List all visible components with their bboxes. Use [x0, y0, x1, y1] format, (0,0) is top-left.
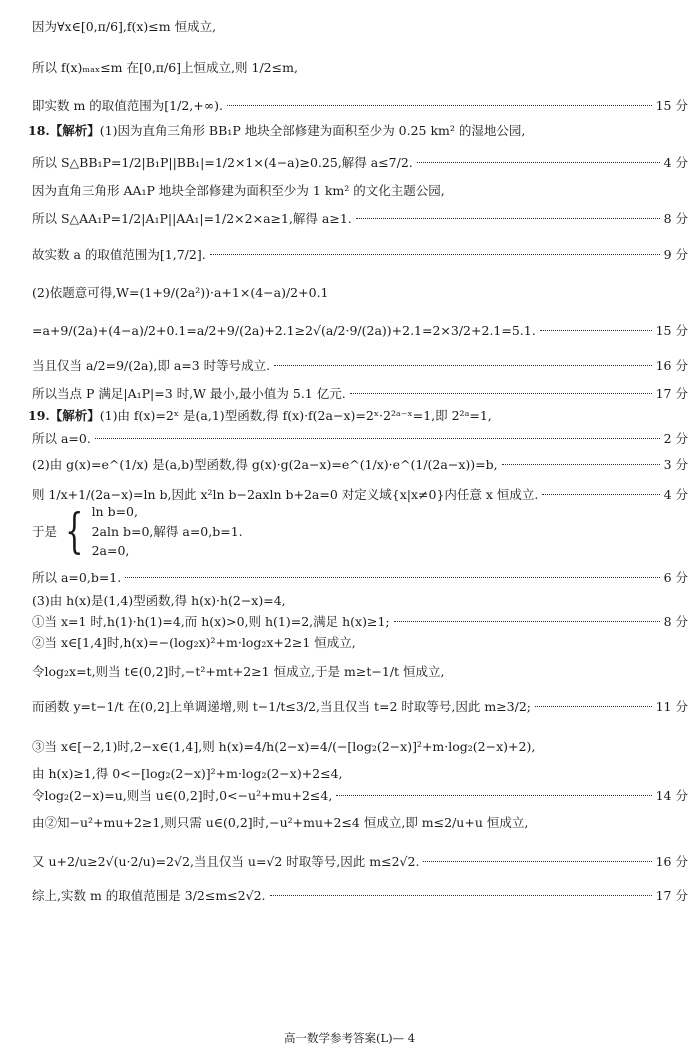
text-line: 由②知−u²+mu+2≥1,则只需 u∈(0,2]时,−u²+mu+2≤4 恒成立,即 m≤2/u+u 恒成立,: [32, 815, 529, 830]
text-line: 由 h(x)≥1,得 0<−[log₂(2−x)]²+m·log₂(2−x)+2≤4,: [32, 766, 343, 781]
text-line: 又 u+2/u≥2√(u·2/u)=2√2,当且仅当 u=√2 时取等号,因此 m≤2√2. 16 分: [32, 854, 688, 869]
score-label: 9 分: [663, 247, 688, 262]
system-equation: ln b=0,: [91, 504, 138, 519]
dot-leader: [423, 861, 651, 862]
score-label: 16 分: [655, 854, 688, 869]
text-line: (3)由 h(x)是(1,4)型函数,得 h(x)·h(2−x)=4,: [32, 593, 286, 608]
question-19-heading: 19.【解析】 (1)由 f(x)=2ˣ 是(a,1)型函数,得 f(x)·f(2a−x)=2ˣ·2²ᵃ⁻ˣ=1,即 2²ᵃ=1,: [28, 408, 492, 423]
dot-leader: [540, 330, 652, 331]
dot-leader: [274, 365, 651, 366]
text-line: ①当 x=1 时,h(1)·h(1)=4,而 h(x)>0,则 h(1)=2,满足 h(x)≥1; 8 分: [32, 614, 688, 629]
text-line: ③当 x∈[−2,1)时,2−x∈(1,4],则 h(x)=4/h(2−x)=4/(−[log₂(2−x)]²+m·log₂(2−x)+2),: [32, 739, 536, 754]
text-line: 令log₂x=t,则当 t∈(0,2]时,−t²+mt+2≥1 恒成立,于是 m≥t−1/t 恒成立,: [32, 664, 445, 679]
text-line: 因为直角三角形 AA₁P 地块全部修建为面积至少为 1 km² 的文化主题公园,: [32, 183, 445, 198]
system-equation: 2a=0,: [91, 543, 130, 558]
dot-leader: [125, 577, 659, 578]
text-line: 所以 S△AA₁P=1/2|A₁P||AA₁|=1/2×2×a≥1,解得 a≥1. 8 分: [32, 211, 688, 226]
score-label: 4 分: [663, 487, 688, 502]
score-label: 14 分: [655, 788, 688, 803]
text-line: 因为∀x∈[0,π/6],f(x)≤m 恒成立,: [32, 19, 217, 34]
dot-leader: [210, 254, 660, 255]
text-line: 所以 f(x)ₘₐₓ≤m 在[0,π/6]上恒成立,则 1/2≤m,: [32, 60, 298, 75]
score-label: 2 分: [663, 431, 688, 446]
text-line: (2)依题意可得,W=(1+9/(2a²))·a+1×(4−a)/2+0.1: [32, 285, 329, 300]
left-brace-icon: {: [65, 503, 84, 559]
question-number: 18.【解析】: [28, 123, 100, 138]
score-label: 3 分: [663, 457, 688, 472]
dot-leader: [270, 895, 652, 896]
dot-leader: [227, 105, 652, 106]
score-label: 4 分: [663, 155, 688, 170]
score-label: 8 分: [663, 614, 688, 629]
score-label: 6 分: [663, 570, 688, 585]
text-line: 故实数 a 的取值范围为[1,7/2]. 9 分: [32, 247, 688, 262]
text-line: 所以当点 P 满足|A₁P|=3 时,W 最小,最小值为 5.1 亿元. 17 分: [32, 386, 688, 401]
score-label: 8 分: [663, 211, 688, 226]
score-label: 16 分: [655, 358, 688, 373]
score-label: 15 分: [655, 98, 688, 113]
score-label: 17 分: [655, 888, 688, 903]
text-line: 所以 S△BB₁P=1/2|B₁P||BB₁|=1/2×1×(4−a)≥0.25,解得 a≤7/2. 4 分: [32, 155, 688, 170]
text-line: 则 1/x+1/(2a−x)=ln b,因此 x²ln b−2axln b+2a=0 对定义域{x|x≠0}内任意 x 恒成立. 4 分: [32, 487, 688, 502]
system-equation: 2aln b=0,解得 a=0,b=1.: [91, 524, 243, 539]
equation-system: [32, 505, 243, 557]
text-line: 综上,实数 m 的取值范围是 3/2≤m≤2√2. 17 分: [32, 888, 688, 903]
question-18-heading: 18.【解析】 (1)因为直角三角形 BB₁P 地块全部修建为面积至少为 0.25 km² 的湿地公园,: [28, 123, 526, 138]
dot-leader: [394, 621, 660, 622]
dot-leader: [502, 464, 660, 465]
text-line: 令log₂(2−x)=u,则当 u∈(0,2]时,0<−u²+mu+2≤4, 14 分: [32, 788, 688, 803]
text-line: ②当 x∈[1,4]时,h(x)=−(log₂x)²+m·log₂x+2≥1 恒成立,: [32, 635, 356, 650]
score-label: 15 分: [655, 323, 688, 338]
dot-leader: [95, 438, 660, 439]
score-label: 11 分: [655, 699, 688, 714]
question-number: 19.【解析】: [28, 408, 100, 423]
system-lead: 于是: [32, 524, 58, 539]
text-line: 即实数 m 的取值范围为[1/2,+∞). 15 分: [32, 98, 688, 113]
text-line: 当且仅当 a/2=9/(2a),即 a=3 时等号成立. 16 分: [32, 358, 688, 373]
dot-leader: [336, 795, 651, 796]
page-footer: 高一数学参考答案(L)— 4: [283, 1031, 416, 1045]
text-line: =a+9/(2a)+(4−a)/2+0.1=a/2+9/(2a)+2.1≥2√(a/2·9/(2a))+2.1=2×3/2+2.1=5.1. 15 分: [32, 322, 688, 338]
score-label: 17 分: [655, 386, 688, 401]
text-line: 所以 a=0,b=1. 6 分: [32, 570, 688, 585]
dot-leader: [535, 706, 652, 707]
dot-leader: [417, 162, 660, 163]
text-line: (2)由 g(x)=e^(1/x) 是(a,b)型函数,得 g(x)·g(2a−x)=e^(1/x)·e^(1/(2a−x))=b, 3 分: [32, 457, 688, 472]
text-line: 所以 a=0. 2 分: [32, 431, 688, 446]
dot-leader: [350, 393, 652, 394]
dot-leader: [356, 218, 660, 219]
dot-leader: [542, 494, 659, 495]
text-line: 而函数 y=t−1/t 在(0,2]上单调递增,则 t−1/t≤3/2,当且仅当 t=2 时取等号,因此 m≥3/2; 11 分: [32, 699, 688, 714]
system-equations: [92, 504, 243, 558]
